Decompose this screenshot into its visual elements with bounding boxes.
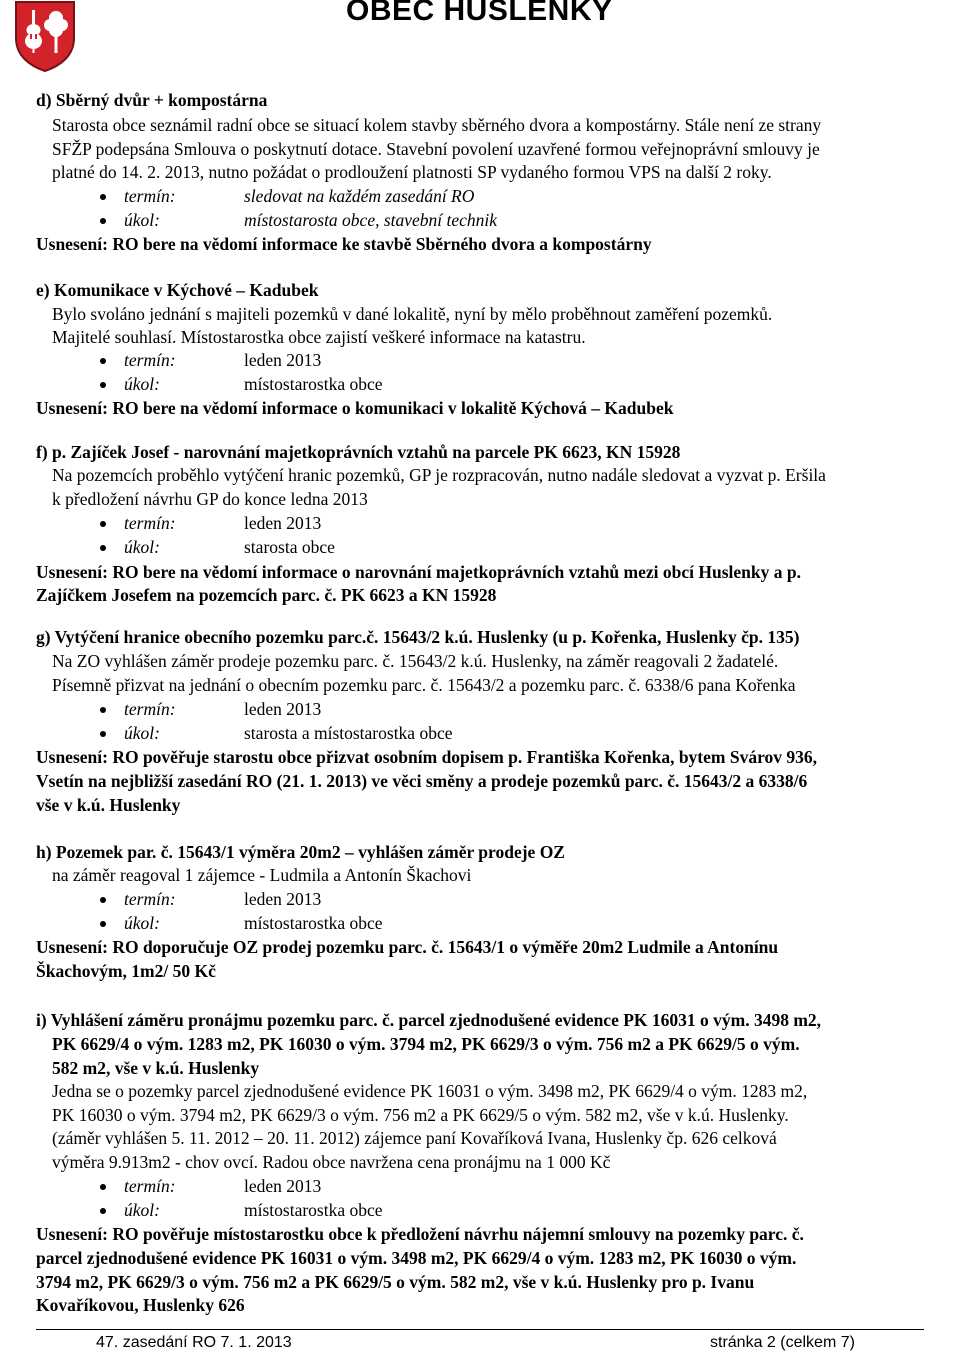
section-heading: h) Pozemek par. č. 15643/1 výměra 20m2 – vyhlášen záměr prodeje OZ xyxy=(36,842,565,862)
section-text: PK 16030 o vým. 3794 m2, PK 6629/3 o vým. 756 m2 a PK 6629/5 o vým. 582 m2, vše v k.ú. Huslenky. xyxy=(52,1105,789,1125)
footer-page-number: stránka 2 (celkem 7) xyxy=(710,1334,855,1351)
resolution-text: Usnesení: RO bere na vědomí informace o komunikaci v lokalitě Kýchová – Kadubek xyxy=(36,398,674,418)
resolution-text: Usnesení: RO pověřuje místostarostku obce k předložení návrhu nájemní smlouvy na pozemky parc. č. xyxy=(36,1224,804,1244)
termin-label: termín: xyxy=(124,699,176,719)
bullet-icon xyxy=(100,382,106,388)
section-text: na záměr reagoval 1 zájemce - Ludmila a Antonín Škachovi xyxy=(52,865,472,885)
page-title: OBEC HUSLENKY xyxy=(346,0,613,27)
resolution-text: Zajíčkem Josefem na pozemcích parc. č. PK 6623 a KN 15928 xyxy=(36,585,497,605)
ukol-label: úkol: xyxy=(124,913,160,933)
section-text: Na ZO vyhlášen záměr prodeje pozemku parc. č. 15643/2 k.ú. Huslenky, na záměr reagovali 2 žadatelé. xyxy=(52,651,779,671)
resolution-text: Usnesení: RO pověřuje starostu obce přizvat osobním dopisem p. Františka Kořenka, bytem Svárov 936, xyxy=(36,747,818,767)
section-heading: 582 m2, vše v k.ú. Huslenky xyxy=(52,1058,260,1078)
resolution-text: Usnesení: RO doporučuje OZ prodej pozemku parc. č. 15643/1 o výměře 20m2 Ludmile a Antonínu xyxy=(36,937,779,957)
ukol-value: starosta a místostarostka obce xyxy=(244,723,453,743)
termin-label: termín: xyxy=(124,513,176,533)
section-heading: d) Sběrný dvůr + kompostárna xyxy=(36,90,268,110)
section-text: platné do 14. 2. 2013, nutno požádat o prodloužení platnosti SP vydaného formou VPS na další 2 roky. xyxy=(52,162,772,182)
section-text: Majitelé souhlasí. Místostarostka obce zajistí veškeré informace na katastru. xyxy=(52,327,586,347)
section-heading: i) Vyhlášení záměru pronájmu pozemku parc. č. parcel zjednodušené evidence PK 16031 o vým. 3498 m2, xyxy=(36,1010,822,1030)
termin-label: termín: xyxy=(124,889,176,909)
termin-label: termín: xyxy=(124,350,176,370)
ukol-label: úkol: xyxy=(124,537,160,557)
termin-value: leden 2013 xyxy=(244,350,322,370)
resolution-text: parcel zjednodušené evidence PK 16031 o vým. 3498 m2, PK 6629/4 o vým. 1283 m2, PK 16030 o vým. xyxy=(36,1248,797,1268)
termin-value: leden 2013 xyxy=(244,889,322,909)
section-heading: PK 6629/4 o vým. 1283 m2, PK 16030 o vým. 3794 m2, PK 6629/3 o vým. 756 m2 a PK 6629/5 o vým. xyxy=(52,1034,800,1054)
bullet-icon xyxy=(100,897,106,903)
bullet-icon xyxy=(100,545,106,551)
ukol-value: místostarosta obce, stavební technik xyxy=(244,210,498,230)
ukol-value: starosta obce xyxy=(244,537,335,557)
bullet-icon xyxy=(100,707,106,713)
resolution-text: Usnesení: RO bere na vědomí informace ke stavbě Sběrného dvora a kompostárny xyxy=(36,234,652,254)
termin-value: leden 2013 xyxy=(244,1176,322,1196)
bullet-icon xyxy=(100,1208,106,1214)
section-text: Na pozemcích proběhlo vytýčení hranic pozemků, GP je rozpracován, nutno nadále sledovat a vyzvat p. Eršila xyxy=(52,465,826,485)
bullet-icon xyxy=(100,521,106,527)
ukol-label: úkol: xyxy=(124,723,160,743)
section-heading: e) Komunikace v Kýchové – Kadubek xyxy=(36,280,319,300)
bullet-icon xyxy=(100,358,106,364)
resolution-text: 3794 m2, PK 6629/3 o vým. 756 m2 a PK 6629/5 o vým. 582 m2, vše v k.ú. Huslenky pro p. Ivanu xyxy=(36,1272,755,1292)
section-text: Jedna se o pozemky parcel zjednodušené evidence PK 16031 o vým. 3498 m2, PK 6629/4 o vým. 1283 m2, xyxy=(52,1081,808,1101)
ukol-value: místostarostka obce xyxy=(244,374,383,394)
section-text: (záměr vyhlášen 5. 11. 2012 – 20. 11. 2012) zájemce paní Kovaříková Ivana, Huslenky čp. 626 celková xyxy=(52,1128,777,1148)
section-text: SFŽP podepsána Smlouva o poskytnutí dotace. Stavební povolení uzavřené formou veřejnoprávní smlouvy je xyxy=(52,139,820,159)
section-text: výměra 9.913m2 - chov ovcí. Radou obce navržena cena pronájmu na 1 000 Kč xyxy=(52,1152,611,1172)
section-text: Písemně přizvat na jednání o obecním pozemku parc. č. 15643/2 a pozemku parc. č. 6338/6 pana Kořenka xyxy=(52,675,796,695)
ukol-value: místostarostka obce xyxy=(244,913,383,933)
ukol-label: úkol: xyxy=(124,210,160,230)
section-text: Starosta obce seznámil radní obce se situací kolem stavby sběrného dvora a kompostárny. Stále není ze strany xyxy=(52,115,822,135)
ukol-value: místostarostka obce xyxy=(244,1200,383,1220)
ukol-label: úkol: xyxy=(124,1200,160,1220)
section-heading: g) Vytýčení hranice obecního pozemku parc.č. 15643/2 k.ú. Huslenky (u p. Kořenka, Huslenky čp. 135) xyxy=(36,627,800,647)
termin-value: leden 2013 xyxy=(244,699,322,719)
ukol-label: úkol: xyxy=(124,374,160,394)
bullet-icon xyxy=(100,194,106,200)
termin-label: termín: xyxy=(124,1176,176,1196)
coat-of-arms-logo xyxy=(14,0,76,72)
resolution-text: Škachovým, 1m2/ 50 Kč xyxy=(36,961,216,981)
resolution-text: Usnesení: RO bere na vědomí informace o narovnání majetkoprávních vztahů mezi obcí Huslenky a p. xyxy=(36,562,801,582)
section-text: Bylo svoláno jednání s majiteli pozemků v dané lokalitě, nyní by mělo proběhnout zaměření pozemků. xyxy=(52,304,773,324)
resolution-text: vše v k.ú. Huslenky xyxy=(36,795,181,815)
resolution-text: Kovaříkovou, Huslenky 626 xyxy=(36,1295,245,1315)
section-text: k předložení návrhu GP do konce ledna 2013 xyxy=(52,489,368,509)
termin-value: sledovat na každém zasedání RO xyxy=(244,186,475,206)
bullet-icon xyxy=(100,921,106,927)
termin-value: leden 2013 xyxy=(244,513,322,533)
termin-label: termín: xyxy=(124,186,176,206)
section-heading: f) p. Zajíček Josef - narovnání majetkoprávních vztahů na parcele PK 6623, KN 15928 xyxy=(36,442,681,462)
bullet-icon xyxy=(100,1184,106,1190)
footer-divider xyxy=(36,1329,924,1330)
bullet-icon xyxy=(100,731,106,737)
footer-meeting-info: 47. zasedání RO 7. 1. 2013 xyxy=(96,1334,292,1351)
bullet-icon xyxy=(100,218,106,224)
resolution-text: Vsetín na nejbližší zasedání RO (21. 1. 2013) ve věci směny a prodeje pozemků parc. č. 15643/2 a 6338/6 xyxy=(36,771,808,791)
